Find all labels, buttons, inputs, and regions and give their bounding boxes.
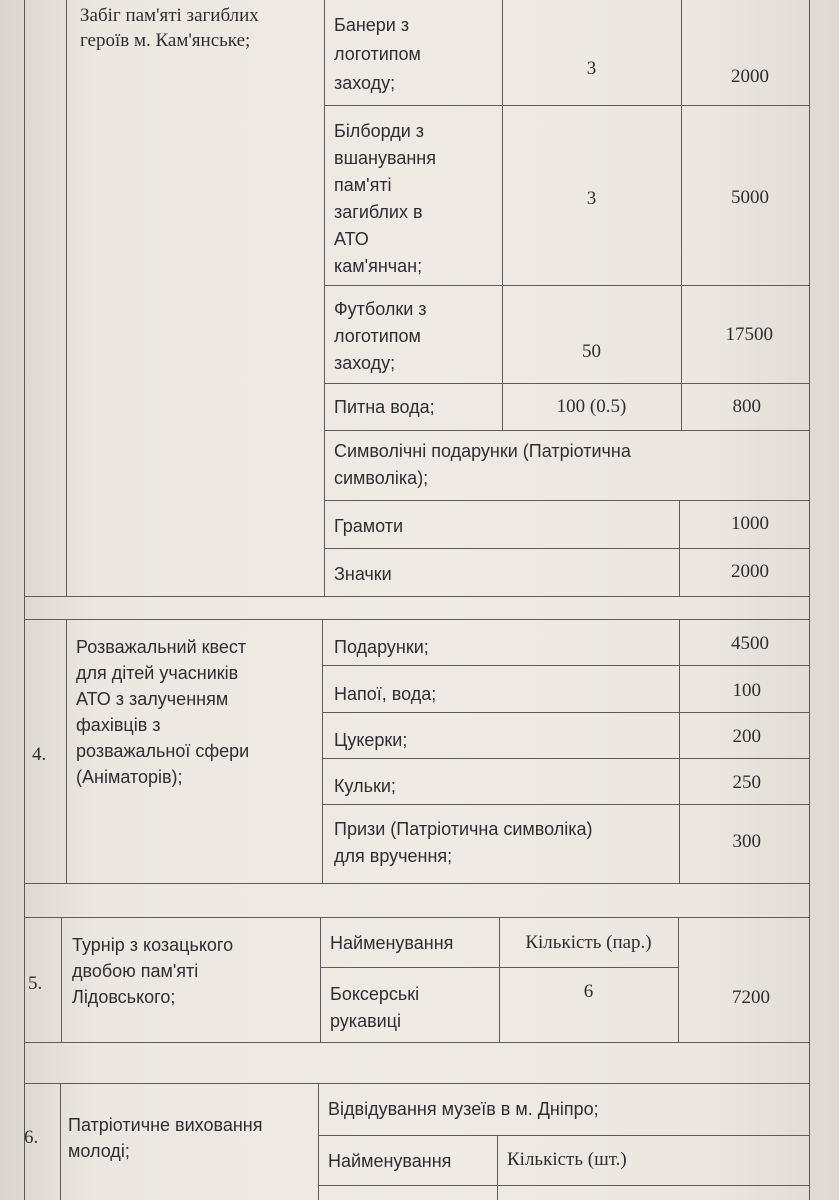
item-sum: 4500 [731, 633, 769, 654]
grid-line [324, 0, 325, 596]
event-title-line: (Аніматорів); [76, 767, 183, 787]
item-name-line: Банери з [334, 15, 410, 35]
grid-line [318, 1185, 809, 1186]
event-title-line: Розважальний квест [76, 637, 247, 657]
item-name-line: Футболки з [334, 299, 427, 319]
item-name: Кульки; [334, 776, 396, 796]
item-name-line: кам'янчан; [334, 256, 423, 276]
item-sum: 5000 [731, 187, 769, 208]
grid-line [322, 712, 809, 713]
grid-line [324, 500, 809, 501]
item-quantity: 100 (0.5) [556, 396, 627, 417]
grid-line [24, 619, 809, 620]
item-name: Подарунки; [334, 637, 429, 657]
grid-line [61, 917, 62, 1042]
grid-line [324, 548, 809, 549]
item-quantity: 6 [583, 981, 594, 1002]
item-name-line: заходу; [334, 73, 396, 93]
event-title-line: Патріотичне виховання [68, 1115, 263, 1135]
item-name-line: Білборди з [334, 121, 425, 141]
grid-line [24, 917, 809, 918]
event-title-line: Лідовського; [72, 987, 176, 1007]
grid-line [678, 917, 679, 1042]
row-number: 5. [28, 973, 43, 994]
item-name-line: вшанування [334, 148, 436, 168]
event-title-line: фахівців з [76, 715, 161, 735]
grid-line [60, 1083, 61, 1200]
row-number: 4. [32, 744, 47, 765]
item-sum: 200 [732, 726, 761, 747]
item-name-line: пам'яті [334, 175, 392, 195]
grid-line [24, 883, 809, 884]
item-name: Значки [334, 564, 392, 584]
item-name: Напої, вода; [334, 684, 437, 704]
grid-line [322, 804, 809, 805]
event-title-line: молоді; [68, 1141, 130, 1161]
event-title-line: для дітей учасників [76, 663, 239, 683]
item-name-line: логотипом [334, 326, 421, 346]
gifts-heading-line: символіка); [334, 468, 429, 488]
item-name: Питна вода; [334, 397, 435, 417]
event-title-line: Забіг пам'яті загиблих [80, 5, 259, 26]
item-name-line: рукавиці [330, 1011, 402, 1031]
column-header-quantity: Кількість (шт.) [507, 1149, 627, 1170]
item-sum: 1000 [731, 513, 769, 534]
grid-line [318, 1083, 319, 1200]
grid-line [322, 758, 809, 759]
item-sum: 100 [732, 680, 761, 701]
event-title-line: розважальної сфери [76, 741, 250, 761]
visit-text: Відвідування музеїв в м. Дніпро; [328, 1099, 599, 1119]
table-border-left [24, 0, 25, 1200]
item-name-line: АТО [334, 229, 369, 249]
grid-line [320, 967, 678, 968]
item-sum: 17500 [725, 324, 773, 345]
grid-line [324, 105, 809, 106]
item-sum: 2000 [731, 66, 769, 87]
grid-line [322, 665, 809, 666]
item-sum: 2000 [731, 561, 769, 582]
item-quantity: 3 [586, 188, 597, 209]
grid-line [318, 1135, 809, 1136]
grid-line [66, 619, 67, 883]
item-quantity: 3 [586, 58, 597, 79]
table-border-right [809, 0, 810, 1200]
grid-line [497, 1135, 498, 1200]
item-sum: 300 [732, 831, 761, 852]
grid-line [324, 285, 809, 286]
grid-line [324, 383, 809, 384]
item-sum: 800 [732, 396, 761, 417]
item-name-line: загиблих в [334, 202, 423, 222]
event-title-line: героїв м. Кам'янське; [80, 30, 251, 51]
prizes-name-line: Призи (Патріотична символіка) [334, 819, 593, 839]
item-name-line: логотипом [334, 44, 421, 64]
item-quantity: 50 [582, 341, 601, 362]
item-name: Грамоти [334, 516, 404, 536]
grid-line [66, 0, 67, 596]
item-sum: 250 [732, 772, 761, 793]
item-name-line: Боксерські [330, 984, 420, 1004]
event-title-line: Турнір з козацького [72, 935, 234, 955]
item-name: Цукерки; [334, 730, 408, 750]
grid-line [24, 1083, 809, 1084]
event-title-line: двобою пам'яті [72, 961, 199, 981]
prizes-name-line: для вручення; [334, 846, 453, 866]
column-header-quantity: Кількість (пар.) [525, 932, 652, 953]
grid-line [24, 596, 809, 597]
row-number: 6. [24, 1127, 39, 1148]
grid-line [324, 430, 809, 431]
grid-line [24, 1042, 809, 1043]
column-header-name: Найменування [330, 933, 454, 953]
item-name-line: заходу; [334, 353, 396, 373]
grid-line [322, 619, 323, 883]
grid-line [320, 917, 321, 1042]
event-title-line: АТО з залученням [76, 689, 229, 709]
column-header-name: Найменування [328, 1151, 452, 1171]
item-sum: 7200 [732, 987, 770, 1008]
gifts-heading-line: Символічні подарунки (Патріотична [334, 441, 631, 461]
